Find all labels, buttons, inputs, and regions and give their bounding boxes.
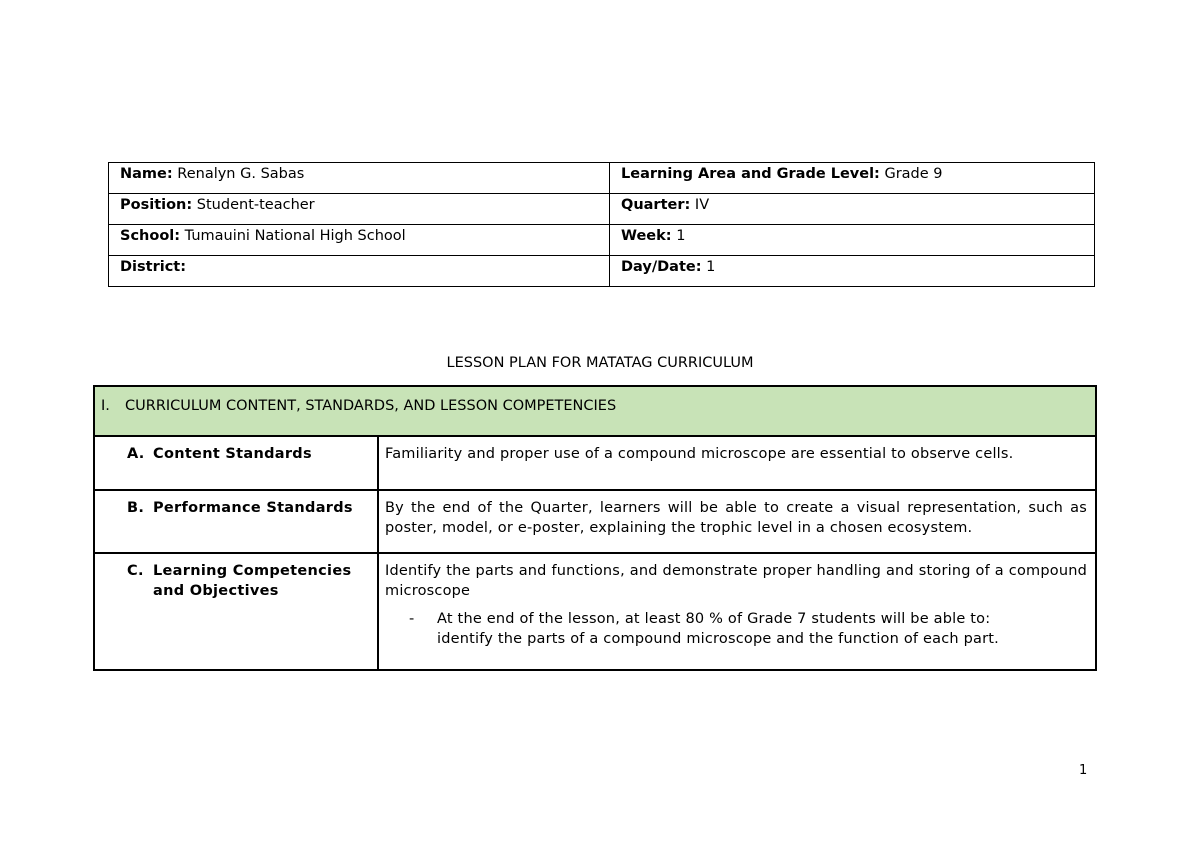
day-cell xyxy=(610,256,1095,287)
page-number: 1 xyxy=(1079,763,1088,778)
district-label: District: xyxy=(120,259,187,275)
performance-standards-letter: B. xyxy=(127,500,145,516)
school-label: School: xyxy=(120,228,181,244)
week-label: Week: xyxy=(621,228,672,244)
week-value: 1 xyxy=(676,228,686,244)
learning-competencies-content xyxy=(378,553,1096,670)
learning-competencies-letter: C. xyxy=(127,563,144,579)
content-standards-text: Familiarity and proper use of a compound microscope are essential to observe cells. xyxy=(378,436,1096,490)
content-standards-row xyxy=(94,436,1096,490)
objective-list-item xyxy=(409,609,1087,649)
performance-standards-text: By the end of the Quarter, learners will be able to create a visual representation, such as poster, model, or e-poster, explaining the trophic level in a chosen ecosystem. xyxy=(378,490,1096,553)
objective-line: identify the parts of a compound microscope and the function of each part. xyxy=(437,631,999,647)
school-value: Tumauini National High School xyxy=(184,228,406,244)
name-label: Name: xyxy=(120,166,173,182)
learning-competencies-title-cont: and Objectives xyxy=(153,583,279,599)
objective-line: At the end of the lesson, at least 80 % of Grade 7 students will be able to: xyxy=(437,611,991,627)
content-standards-letter: A. xyxy=(127,446,145,462)
performance-standards-label xyxy=(94,490,378,553)
learning-area-value: Grade 9 xyxy=(884,166,943,182)
district-cell xyxy=(109,256,610,287)
section-header-row xyxy=(94,386,1096,436)
quarter-label: Quarter: xyxy=(621,197,691,213)
learning-competencies-title: Learning Competencies xyxy=(153,563,352,579)
learning-area-label: Learning Area and Grade Level: xyxy=(621,166,880,182)
learning-competencies-label xyxy=(94,553,378,670)
section-heading: CURRICULUM CONTENT, STANDARDS, AND LESSON COMPETENCIES xyxy=(125,398,617,414)
performance-standards-row xyxy=(94,490,1096,553)
name-value: Renalyn G. Sabas xyxy=(177,166,305,182)
info-row xyxy=(109,256,1095,287)
position-cell xyxy=(109,194,610,225)
quarter-cell xyxy=(610,194,1095,225)
school-cell xyxy=(109,225,610,256)
learning-area-cell xyxy=(610,163,1095,194)
performance-standards-title: Performance Standards xyxy=(153,500,353,516)
section-number: I. xyxy=(101,398,110,414)
objective-text xyxy=(437,609,999,649)
content-standards-title: Content Standards xyxy=(153,446,312,462)
learning-competencies-text: Identify the parts and functions, and demonstrate proper handling and storing of a compound microscope xyxy=(385,563,1087,599)
dash-bullet: - xyxy=(409,611,415,627)
content-standards-label xyxy=(94,436,378,490)
info-row xyxy=(109,225,1095,256)
info-row xyxy=(109,163,1095,194)
quarter-value: IV xyxy=(694,197,710,213)
info-row xyxy=(109,194,1095,225)
day-value: 1 xyxy=(706,259,716,275)
position-value: Student-teacher xyxy=(196,197,315,213)
name-cell xyxy=(109,163,610,194)
day-label: Day/Date: xyxy=(621,259,702,275)
section-header xyxy=(94,386,1096,436)
position-label: Position: xyxy=(120,197,193,213)
week-cell xyxy=(610,225,1095,256)
learning-competencies-row xyxy=(94,553,1096,670)
teacher-info-table xyxy=(108,162,1095,287)
lesson-plan-table xyxy=(93,385,1097,671)
lesson-plan-title: LESSON PLAN FOR MATATAG CURRICULUM xyxy=(446,355,754,371)
